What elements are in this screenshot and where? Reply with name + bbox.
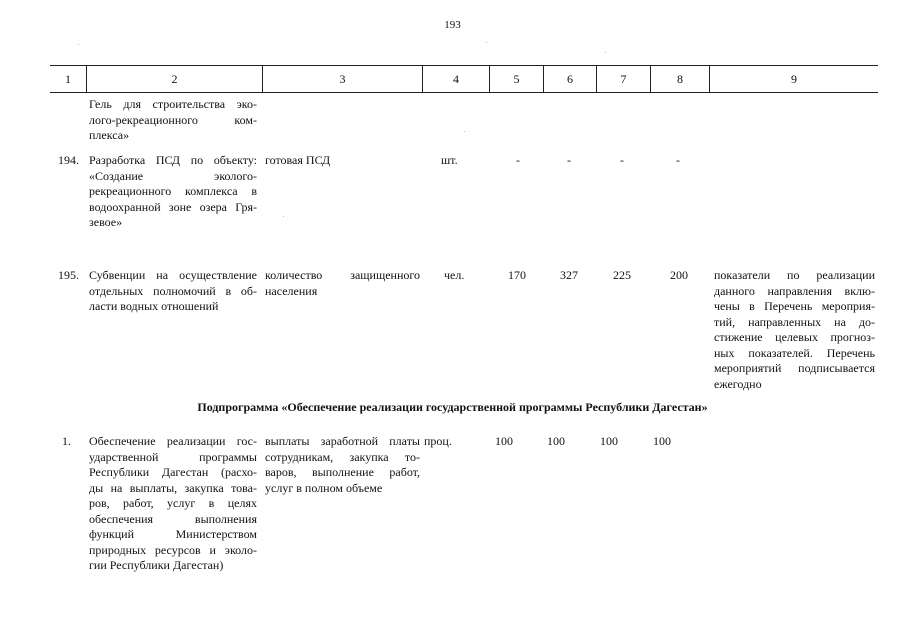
row-value-col5: 170 [508,268,526,282]
text-line: ды на выплаты, закупка това- [89,480,257,495]
text-line: «Создание эколого- [89,168,257,183]
text-line: услуг в полном объеме [265,480,383,495]
text-line: функций Министерством [89,527,257,541]
continuation-name [89,97,257,144]
header-col-3: 3 [339,72,346,86]
header-col-9: 9 [791,72,797,86]
row-number: 194. [58,153,79,167]
row-value-col6: 327 [560,268,578,282]
scan-speck [605,52,606,53]
text-line: данного направления вклю- [714,283,875,298]
row-indicator [265,268,420,299]
row-value-col8: 200 [670,268,688,282]
row-name [89,268,257,315]
row-indicator [265,434,420,496]
text-line: варов, выполнение работ, [265,465,420,479]
row-value-col6: 100 [547,434,565,448]
text-line: стижение целевых прогноз- [714,330,875,344]
text-line: гии Республики Дагестан) [89,558,224,572]
text-line: Разработка ПСД по объекту: [89,153,257,167]
row-number: 195. [58,268,79,282]
scan-speck [464,131,465,132]
header-col-5: 5 [513,72,520,86]
text-line: тий, направленных на до- [714,314,875,329]
text-line: Субвенции на осуществление [89,268,257,282]
row-value-col7: - [620,153,624,167]
text-line: показатели по реализации [714,268,875,282]
text-line: ных показателей. Перечень [714,345,875,360]
header-col-2: 2 [171,72,178,86]
header-col-6: 6 [567,72,573,86]
row-unit: шт. [441,153,458,167]
text-line: мероприятий подписывается [714,361,875,375]
row-value-col7: 100 [600,434,618,448]
text-line: сотрудникам, закупка то- [265,449,420,464]
row-value-col8: 100 [653,434,671,448]
header-col-4: 4 [453,72,459,86]
row-note [714,268,875,392]
text-line: Гель для строительства эко- [89,97,257,111]
scan-speck [78,44,79,45]
row-value-col7: 225 [613,268,631,282]
header-col-7: 7 [620,72,627,86]
text-line: количество защищенного [265,268,420,282]
text-line: плекса» [89,128,130,142]
text-line: природных ресурсов и эколо- [89,542,257,557]
row-value-col5: 100 [495,434,513,448]
text-line: ласти водных отношений [89,299,219,313]
text-line: обеспечения выполнения [89,511,257,526]
row-number: 1. [62,434,71,448]
row-value-col5: - [516,153,520,167]
row-name [89,153,257,231]
text-line: выплаты заработной платы [265,434,420,448]
header-col-8: 8 [677,72,683,86]
text-line: ежегодно [714,376,762,391]
row-name [89,434,257,574]
text-line: Республики Дагестан (расхо- [89,465,257,479]
scan-speck [486,42,487,43]
text-line: чены в Перечень мероприя- [714,299,875,313]
text-line: рекреационного комплекса в [89,184,257,198]
text-line: зевое» [89,215,123,229]
text-line: лого-рекреационного ком- [89,112,257,127]
row-unit: чел. [444,268,465,282]
text-line: ударственной программы [89,449,257,464]
text-line: населения [265,283,318,298]
row-unit: проц. [424,434,452,448]
text-line: ров, работ, услуг в целях [89,496,257,510]
text-line: Обеспечение реализации гос- [89,434,257,448]
text-line: готовая ПСД [265,153,331,167]
row-value-col8: - [676,153,680,167]
page-number: 193 [444,19,461,31]
text-line: водоохранной зоне озера Гря- [89,199,257,214]
section-title: Подпрограмма «Обеспечение реализации государственной программы Республики Дагестан» [197,400,708,414]
scan-speck [283,216,284,217]
row-indicator [265,153,420,169]
header-col-1: 1 [65,72,71,86]
row-value-col6: - [567,153,571,167]
text-line: отдельных полномочий в об- [89,283,257,298]
